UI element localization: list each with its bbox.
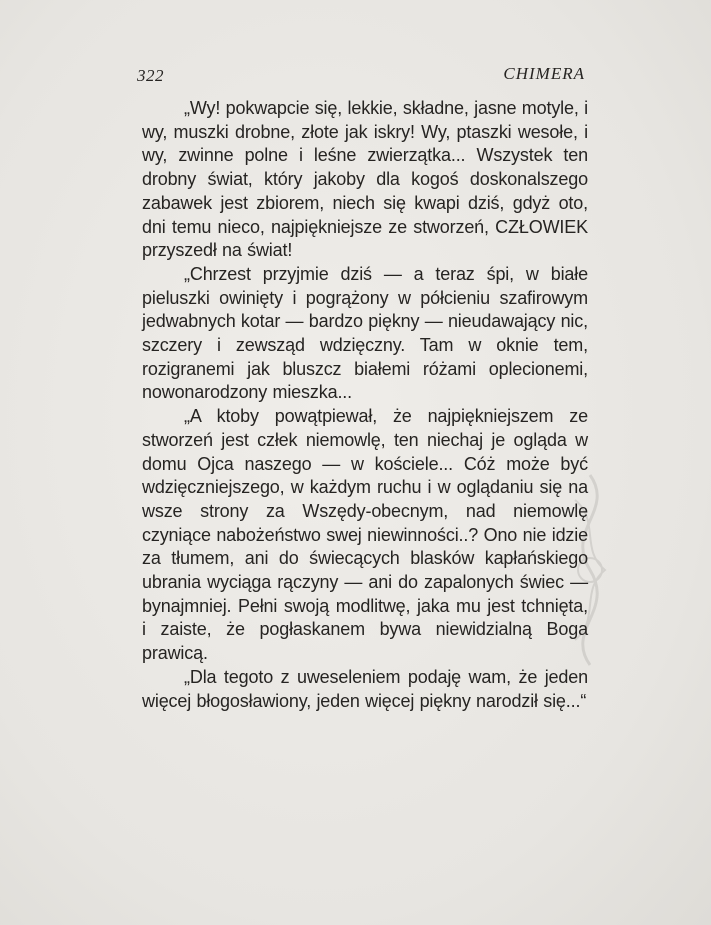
running-head: CHIMERA <box>503 64 585 83</box>
paragraph: „Dla tegoto z uweseleniem podaję wam, że jeden więcej błogosławiony, jeden więcej piękny narodził się...“ <box>142 666 588 711</box>
page-number: 322 <box>137 66 164 85</box>
paragraph: „Wy! pokwapcie się, lekkie, składne, jasne motyle, i wy, muszki drobne, złote jak iskry! Wy, ptaszki wesołe, i wy, zwinne polne i leśne zwierzątka... Wszystek ten drobny świat, który jakoby dla kogoś doskonalszego zabawek jest zbiorem, niech się kwapi dziś, gdyż oto, dni temu nieco, najpiękniejsze ze stworzeń, CZŁOWIEK przyszedł na świat! <box>142 98 588 261</box>
body-text <box>142 97 588 713</box>
paragraph: „A ktoby powątpiewał, że najpiękniejszem ze stworzeń jest człek niemowlę, ten niechaj je ogląda w domu Ojca naszego — w kościele... Cóż może być wdzięczniejszego, w każdym ruchu i w oglądaniu się na wsze strony za Wszędy-obecnym, nad niemowlę czyniące nabożeństwo swej niewinności..? Ono nie idzie za tłumem, ani do świecących blasków kapłańskiego ubrania wyciąga rączyny — ani do zapalonych świec — bynajmniej. Pełni swoją modlitwę, jaka mu jest tchnięta, i zaiste, że pogłaskanem bywa niewidzialną Boga prawicą. <box>142 406 588 664</box>
paragraph: „Chrzest przyjmie dziś — a teraz śpi, w białe pieluszki owinięty i pogrążony w półcieniu szafirowym jedwabnych kotar — bardzo piękny — nieudawający nic, szczery i zewsząd wdzięczny. Tam w oknie tem, rozigranemi jak bluszcz białemi różami oplecionemi, nowonarodzony mieszka... <box>142 263 588 403</box>
